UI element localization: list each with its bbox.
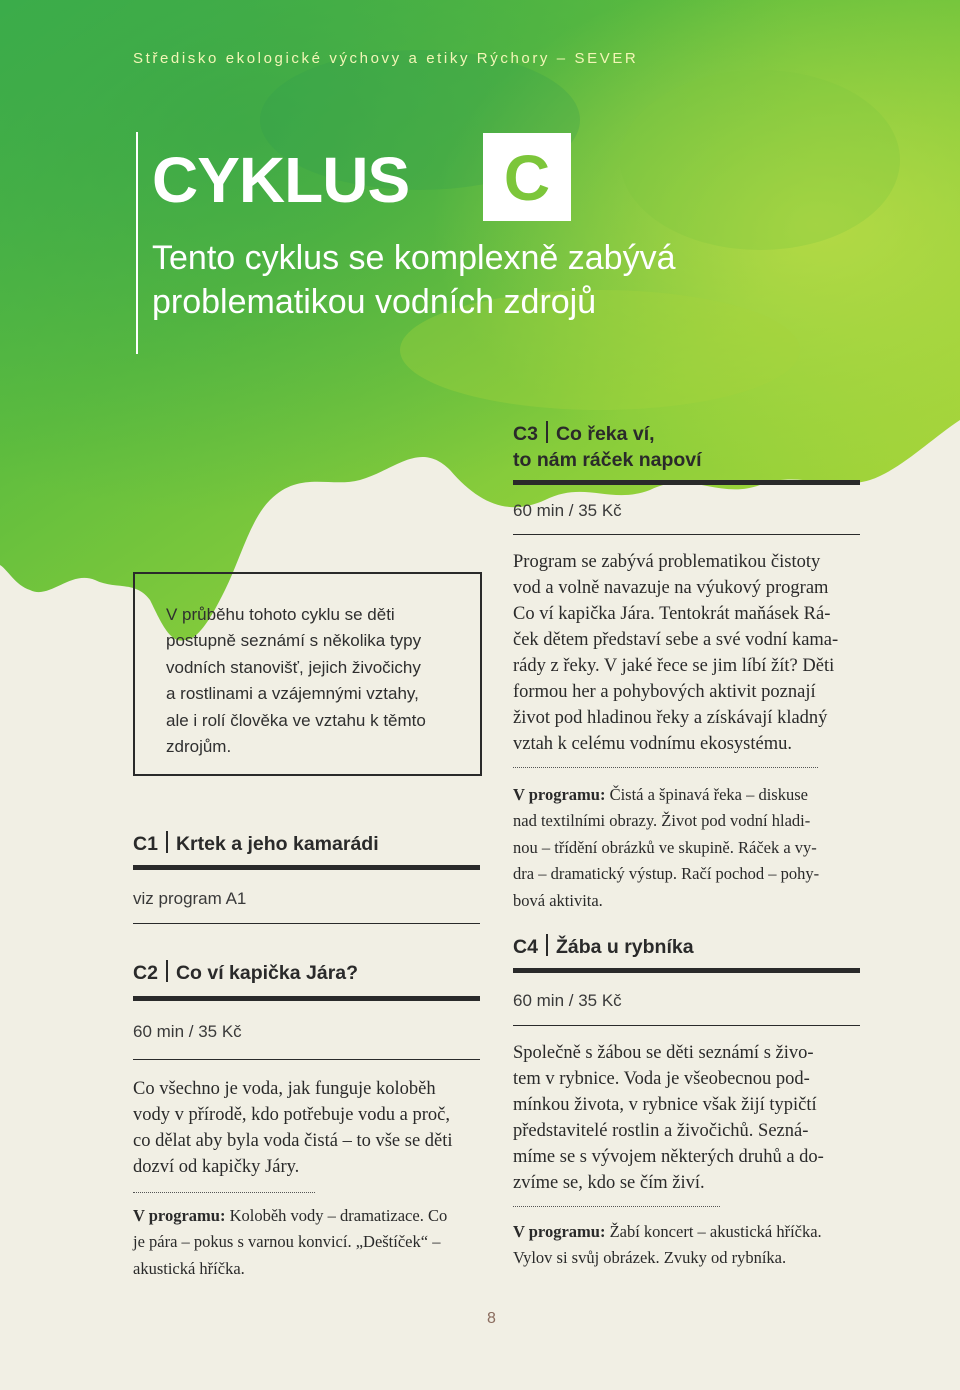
description-line: vod a volně navazuje na výukový program (513, 578, 829, 598)
intro-text (166, 602, 456, 760)
heading-rule (513, 480, 860, 485)
description-line: vztah k celému vodnímu ekosystému. (513, 734, 792, 754)
program-code: C2 (133, 962, 158, 984)
description-line: zvíme se, kdo se čím živí. (513, 1173, 705, 1193)
program-c2-heading (133, 960, 480, 986)
intro-line: a rostlinami a vzájemnými vztahy, (166, 684, 419, 704)
program-name: Co řeka ví, (555, 423, 655, 445)
meta-rule (513, 1025, 860, 1026)
activities-line: bová aktivita. (513, 890, 603, 910)
title-vertical-bar (136, 132, 138, 354)
program-c3 (513, 421, 860, 914)
cycle-letter-badge: C (483, 133, 571, 221)
description-line: mínkou života, v rybnice však žijí typičtí (513, 1095, 817, 1115)
program-meta: 60 min / 35 Kč (133, 1022, 242, 1041)
heading-separator (166, 831, 168, 853)
dotted-divider (513, 767, 818, 768)
activities-line: Žabí koncert – akustická hříčka. (605, 1222, 822, 1241)
description-line: dozví od kapičky Járy. (133, 1157, 300, 1177)
activities-line: dra – dramatický výstup. Račí pochod – pohy- (513, 864, 820, 884)
heading-separator (166, 960, 168, 982)
description-line: ček dětem představí sebe a své vodní kama- (513, 630, 839, 650)
description-line: míme se s vývojem některých druhů a do- (513, 1147, 824, 1167)
page-title: CYKLUS (152, 144, 410, 216)
activities-label: V programu: (513, 1222, 606, 1241)
page-subtitle (152, 236, 772, 324)
description-line: formou her a pohybových aktivit poznají (513, 682, 816, 702)
program-code: C1 (133, 833, 158, 855)
program-c1 (133, 831, 480, 924)
intro-line: zdrojům. (166, 737, 232, 757)
program-c2 (133, 960, 480, 1282)
program-name: Krtek a jeho kamarádi (175, 833, 379, 855)
activities-line: akustická hříčka. (133, 1258, 245, 1278)
heading-separator (546, 421, 548, 443)
program-description (513, 549, 860, 757)
program-c3-heading (513, 421, 860, 473)
organization-header: Středisko ekologické výchovy a etiky Rýchory – SEVER (133, 50, 639, 67)
program-meta: 60 min / 35 Kč (513, 991, 622, 1010)
program-description (513, 1040, 860, 1196)
activities-label: V programu: (513, 785, 606, 804)
description-line: vody v přírodě, kdo potřebuje vodu a proč, (133, 1105, 450, 1125)
intro-line: ale i rolí člověka ve vztahu k těmto (166, 710, 426, 730)
intro-box (133, 572, 482, 776)
program-c4-heading (513, 934, 860, 960)
meta-rule (513, 534, 860, 535)
intro-line: V průběhu tohoto cyklu se děti (166, 605, 395, 624)
description-line: Co ví kapička Jára. Tentokrát maňásek Rá- (513, 604, 831, 624)
activities-line: Čistá a špinavá řeka – diskuse (605, 785, 808, 804)
program-activities (513, 782, 860, 914)
meta-rule (133, 1059, 480, 1060)
description-line: tem v rybnice. Voda je všeobecnou pod- (513, 1069, 810, 1089)
program-code: C3 (513, 423, 538, 445)
program-activities (133, 1203, 480, 1282)
dotted-divider (513, 1206, 720, 1207)
program-code: C4 (513, 936, 538, 958)
heading-rule (133, 996, 480, 1001)
meta-rule (133, 923, 480, 924)
subtitle-line: Tento cyklus se komplexně zabývá (152, 239, 676, 277)
activities-line: nou – třídění obrázků ve skupině. Ráček a vy- (513, 837, 817, 857)
description-line: život pod hladinou řeky a získávají kladný (513, 708, 828, 728)
program-activities (513, 1219, 860, 1272)
intro-line: postupně seznámí s několika typy (166, 631, 422, 651)
description-line: představitelé rostlin a živočichů. Sezná- (513, 1121, 809, 1141)
activities-line: je pára – pokus s varnou konvicí. „Deštíček“ – (133, 1232, 441, 1252)
program-description (133, 1076, 480, 1180)
page-number: 8 (487, 1310, 496, 1327)
activities-label: V programu: (133, 1206, 226, 1225)
activities-line: Vylov si svůj obrázek. Zvuky od rybníka. (513, 1248, 787, 1268)
description-line: rády z řeky. V jaké řece se jim líbí žít? Děti (513, 656, 835, 676)
program-c4 (513, 934, 860, 1272)
subtitle-line: problematikou vodních zdrojů (152, 283, 597, 321)
activities-line: nad textilními obrazy. Život pod vodní hladi- (513, 811, 811, 831)
activities-line: Koloběh vody – dramatizace. Co (225, 1206, 448, 1225)
program-name-line2: to nám ráček napoví (513, 449, 702, 471)
heading-rule (513, 968, 860, 973)
description-line: co dělat aby byla voda čistá – to vše se děti (133, 1131, 453, 1151)
program-name: Co ví kapička Jára? (175, 962, 359, 984)
program-meta: viz program A1 (133, 889, 247, 908)
heading-rule (133, 865, 480, 870)
program-c1-heading (133, 831, 480, 857)
intro-line: vodních stanovišť, jejich živočichy (166, 657, 421, 677)
program-name: Žába u rybníka (555, 936, 694, 958)
description-line: Program se zabývá problematikou čistoty (513, 552, 821, 572)
heading-separator (546, 934, 548, 956)
description-line: Společně s žábou se děti seznámí s živo- (513, 1043, 814, 1063)
program-meta: 60 min / 35 Kč (513, 501, 622, 520)
dotted-divider (133, 1192, 315, 1193)
description-line: Co všechno je voda, jak funguje koloběh (133, 1079, 436, 1099)
